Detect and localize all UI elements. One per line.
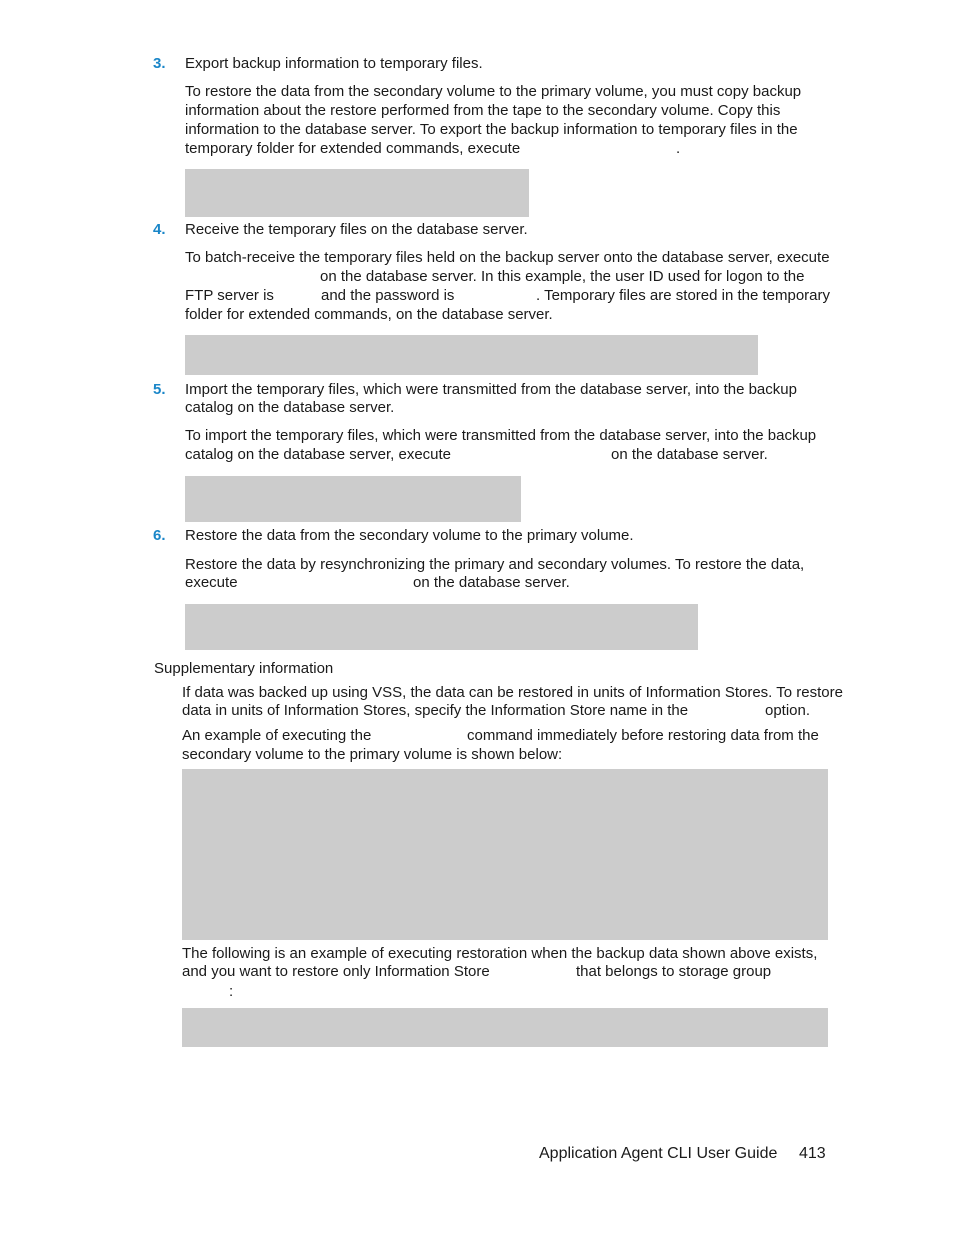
section-heading: Supplementary information xyxy=(154,660,334,677)
body-line: Restore the data by resynchronizing the primary and secondary volumes. To restore the data, xyxy=(185,556,805,573)
body-line: : xyxy=(229,983,234,1000)
body-line: and you want to restore only Information Store xyxy=(182,963,490,980)
body-line: folder for extended commands, on the database server. xyxy=(185,306,553,323)
body-line: . Temporary files are stored in the temporary xyxy=(536,287,831,304)
body-line: FTP server is xyxy=(185,287,274,304)
body-line: information to the database server. To export the backup information to temporary files in the xyxy=(185,121,798,138)
step-heading: Receive the temporary files on the database server. xyxy=(185,221,528,238)
body-line: To batch-receive the temporary files held on the backup server onto the database server, execute xyxy=(185,249,830,266)
code-block xyxy=(182,769,828,940)
body-line: option. xyxy=(765,702,811,719)
code-block xyxy=(185,335,758,375)
body-line: command immediately before restoring data from the xyxy=(467,727,819,744)
body-line: on the database server. xyxy=(611,446,768,463)
body-line: catalog on the database server, execute xyxy=(185,446,452,463)
step-heading: Export backup information to temporary files. xyxy=(185,55,483,72)
step-heading: catalog on the database server. xyxy=(185,399,395,416)
code-block xyxy=(185,604,698,650)
body-line-end: . xyxy=(676,140,681,157)
body-line: data in units of Information Stores, specify the Information Store name in the xyxy=(182,702,689,719)
body-line: secondary volume to the primary volume is shown below: xyxy=(182,746,563,763)
code-block xyxy=(185,169,529,217)
step-heading: Restore the data from the secondary volume to the primary volume. xyxy=(185,527,634,544)
body-line: that belongs to storage group xyxy=(576,963,772,980)
body-line: and the password is xyxy=(321,287,455,304)
body-line: If data was backed up using VSS, the data can be restored in units of Information Stores. To restore xyxy=(182,684,843,701)
body-line: execute xyxy=(185,574,238,591)
body-line: An example of executing the xyxy=(182,727,372,744)
step-number: 5. xyxy=(153,381,166,398)
body-line: temporary folder for extended commands, execute xyxy=(185,140,521,157)
code-block xyxy=(182,1008,828,1047)
step-number: 3. xyxy=(153,55,166,72)
step-number: 6. xyxy=(153,527,166,544)
page-number: 413 xyxy=(799,1145,826,1162)
body-line: on the database server. In this example, the user ID used for logon to the xyxy=(320,268,805,285)
step-number: 4. xyxy=(153,221,166,238)
step-heading: Import the temporary files, which were transmitted from the database server, into the backup xyxy=(185,381,797,398)
body-line: information about the restore performed from the tape to the secondary volume. Copy this xyxy=(185,102,781,119)
code-block xyxy=(185,476,521,522)
footer-guide-title: Application Agent CLI User Guide xyxy=(539,1145,778,1162)
body-line: The following is an example of executing restoration when the backup data shown above exists, xyxy=(182,945,818,962)
body-line: To restore the data from the secondary volume to the primary volume, you must copy backup xyxy=(185,83,802,100)
body-line: on the database server. xyxy=(413,574,570,591)
body-line: To import the temporary files, which were transmitted from the database server, into the backup xyxy=(185,427,817,444)
